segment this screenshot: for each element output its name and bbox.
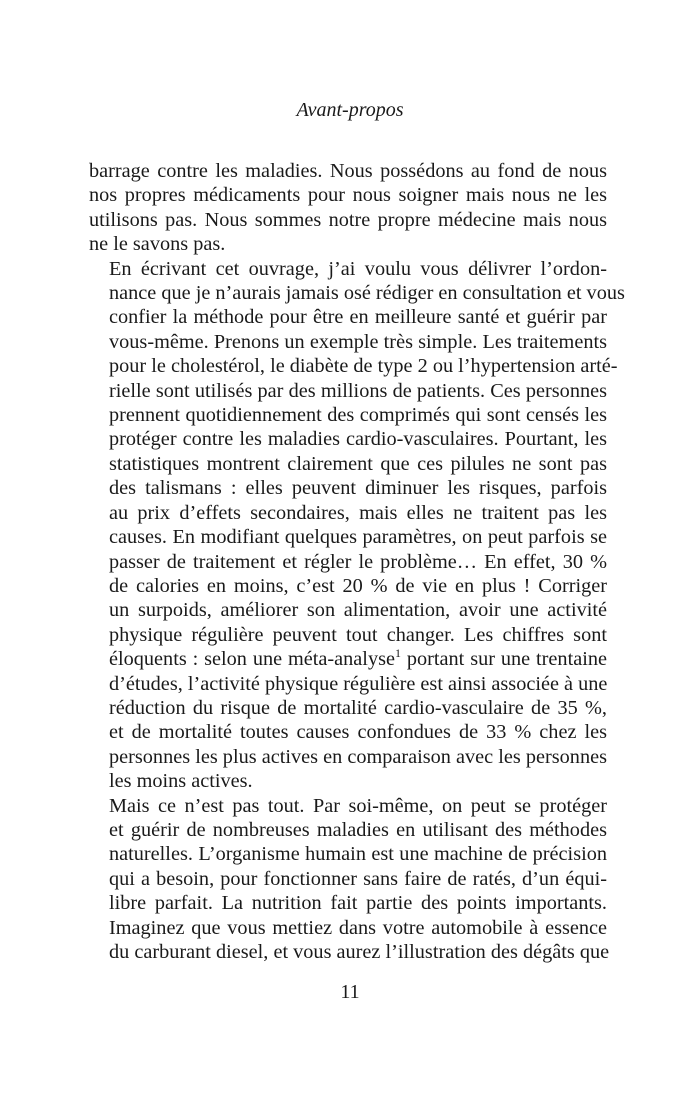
text-line: ne le savons pas. [89,233,226,256]
text-line: pour le cholestérol, le diabète de type 2 ou l’hypertension arté- [109,355,618,378]
text-line: un surpoids, améliorer son alimentation, avoir une activité [109,599,607,622]
text-line: réduction du risque de mortalité cardio-vasculaire de 35 %, [109,696,607,719]
paragraph-3 [89,794,610,965]
text-line-with-footnote [89,647,607,671]
text-line: naturelles. L’organisme humain est une machine de précision [109,843,607,866]
text-line: passer de traitement et régler le problème… En effet, 30 % [109,550,607,573]
text-line: et guérir de nombreuses maladies en utilisant des méthodes [109,818,607,841]
text-line: vous-même. Prenons un exemple très simple. Les traitements [109,330,607,353]
running-head: Avant-propos [296,99,404,121]
footnote-reference: 1 [394,646,401,661]
text-line: au prix d’effets secondaires, mais elles ne traitent pas les [109,501,607,524]
text-line: d’études, l’activité physique régulière est ainsi associée à une [109,672,608,695]
text-line: statistiques montrent clairement que ces pilules ne sont pas [109,452,607,475]
text-line: du carburant diesel, et vous aurez l’illustration des dégâts que [109,941,610,963]
text-line: nos propres médicaments pour nous soigner mais nous ne les [89,184,607,207]
text-line: protéger contre les maladies cardio-vasculaires. Pourtant, les [109,428,607,451]
text-line: prennent quotidiennement des comprimés qui sont censés les [109,404,607,427]
text-line: En écrivant cet ouvrage, j’ai voulu vous délivrer l’ordon- [109,257,607,280]
text-line: nance que je n’aurais jamais osé rédiger en consultation et vous [109,282,625,305]
paragraph-1 [89,159,607,257]
text-line: confier la méthode pour être en meilleure santé et guérir par [109,306,607,329]
text-line: et de mortalité toutes causes confondues de 33 % chez les [109,721,607,744]
page-number: 11 [340,981,360,1003]
text-line: Imaginez que vous mettiez dans votre automobile à essence [109,916,607,939]
paragraph-2 [89,257,625,794]
text-line: utilisons pas. Nous sommes notre propre médecine mais nous [89,208,607,231]
body-text [89,159,625,964]
text-line: des talismans : elles peuvent diminuer les risques, parfois [109,477,607,500]
text-line: physique régulière peuvent tout changer. Les chiffres sont [109,623,607,646]
text-line: libre parfait. La nutrition fait partie des points importants. [109,892,607,915]
text-line: barrage contre les maladies. Nous possédons au fond de nous [89,160,607,182]
text-line: causes. En modifiant quelques paramètres, on peut parfois se [109,526,607,549]
text-fragment: portant sur une trentaine [400,648,607,671]
text-line: personnes les plus actives en comparaison avec les personnes [109,745,607,768]
text-line: Mais ce n’est pas tout. Par soi-même, on peut se protéger [109,794,607,817]
text-line: les moins actives. [109,770,253,793]
text-line: qui a besoin, pour fonctionner sans faire de ratés, d’un équi- [109,867,607,890]
text-line: de calories en moins, c’est 20 % de vie en plus ! Corriger [109,574,607,597]
text-line: rielle sont utilisés par des millions de patients. Ces personnes [109,379,607,402]
text-fragment: éloquents : selon une méta-analyse [109,648,395,671]
